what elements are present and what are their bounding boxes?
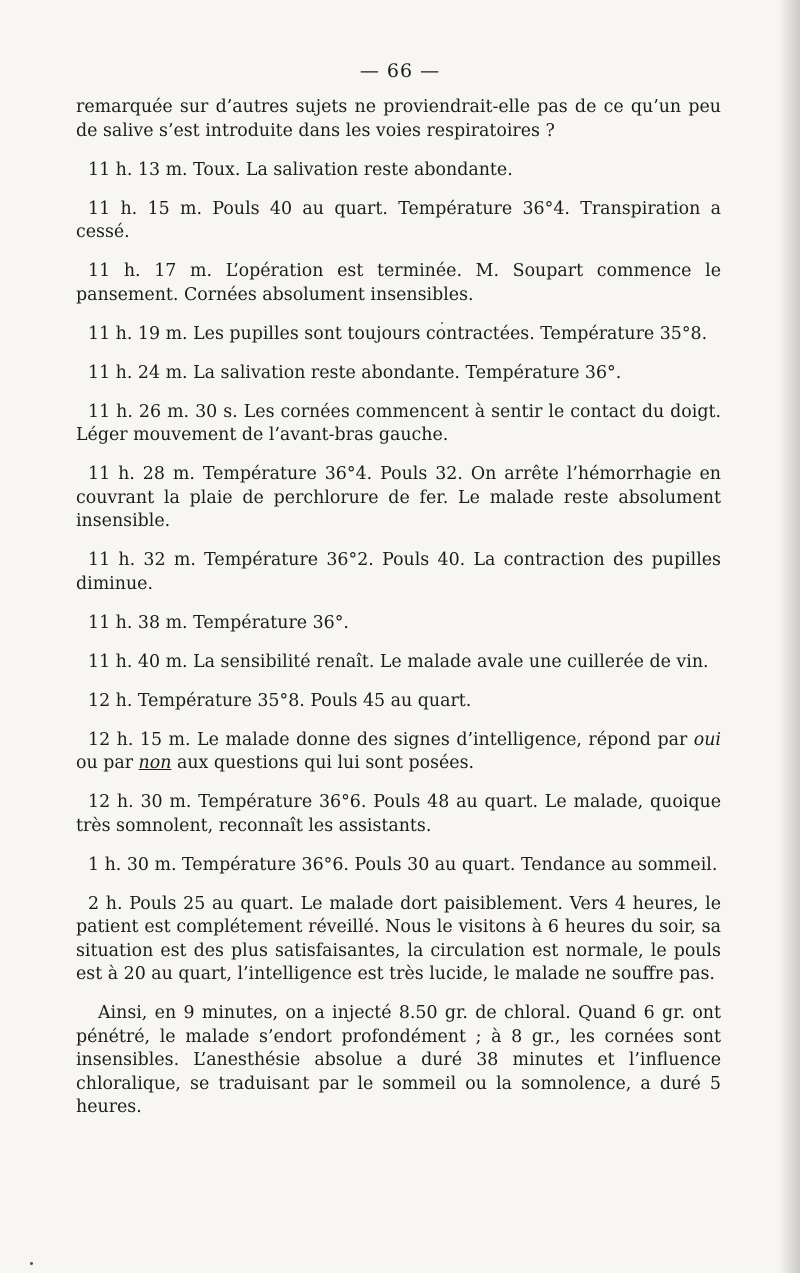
paragraph-12h: 12 h. Température 35°8. Pouls 45 au quart. <box>88 690 472 711</box>
paragraph-12h15-part2: ou par <box>76 753 139 773</box>
paragraph-11h38: 11 h. 38 m. Température 36°. <box>88 612 349 633</box>
paragraph-11h24: 11 h. 24 m. La salivation reste abondante. Température 36°. <box>88 362 622 383</box>
paragraph-12h15-part3: aux questions qui lui sont posées. <box>171 753 475 773</box>
page-edge-shadow <box>778 0 800 1273</box>
paragraph-11h40: 11 h. 40 m. La sensibilité renaît. Le malade avale une cuillerée de vin. <box>88 651 709 672</box>
paragraph-11h32: 11 h. 32 m. Température 36°2. Pouls 40. La contraction des pupilles diminue. <box>76 550 721 594</box>
paragraph-11h17: 11 h. 17 m. L’opération est terminée. M. Soupart commence le pansement. Cornées absolument insensibles. <box>76 261 721 305</box>
paragraph-11h26: 11 h. 26 m. 30 s. Les cornées commencent à sentir le contact du doigt. Léger mouvement de l’avant-bras gauche. <box>76 401 721 445</box>
body-text <box>76 96 721 1135</box>
paragraph-11h19: 11 h. 19 m. Les pupilles sont toujours contractées. Température 35°8. <box>88 323 708 344</box>
paragraph-11h13: 11 h. 13 m. Toux. La salivation reste abondante. <box>88 159 513 180</box>
word-oui: oui <box>693 729 721 750</box>
paragraph-summary: Ainsi, en 9 minutes, on a injecté 8.50 gr. de chloral. Quand 6 gr. ont pénétré, le malade s’endort profondément ; à 8 gr., les cornées sont insensibles. L’anesthésie absolue a duré 38 minutes et l’influence chloralique, se traduisant par le sommeil ou la somnolence, a duré 5 heures. <box>76 1003 721 1117</box>
paragraph-12h30: 12 h. 30 m. Température 36°6. Pouls 48 au quart. Le malade, quoique très somnolent, reconnaît les assistants. <box>76 792 721 836</box>
paragraph-1h30: 1 h. 30 m. Température 36°6. Pouls 30 au quart. Tendance au sommeil. <box>88 854 718 875</box>
paragraph-12h15-part1: 12 h. 15 m. Le malade donne des signes d’intelligence, répond par <box>88 729 694 750</box>
paragraph-2h: 2 h. Pouls 25 au quart. Le malade dort paisiblement. Vers 4 heures, le patient est complétement réveillé. Nous le visitons à 6 heures du soir, sa situation est des plus satisfaisantes, la circulation est normale, le pouls est à 20 au quart, l’intelligence est très lucide, le malade ne souffre pas. <box>76 893 721 984</box>
paragraph-11h15: 11 h. 15 m. Pouls 40 au quart. Température 36°4. Transpiration a cessé. <box>76 198 721 242</box>
print-speck <box>441 322 443 324</box>
print-speck <box>30 1262 33 1265</box>
paragraph-11h28: 11 h. 28 m. Température 36°4. Pouls 32. On arrête l’hémorrhagie en couvrant la plaie de perchlorure de fer. Le malade reste absolument insensible. <box>76 464 721 531</box>
word-non: non <box>138 753 172 773</box>
paragraph-12h15 <box>76 729 721 776</box>
paragraph-continuation: remarquée sur d’autres sujets ne proviendrait-elle pas de ce qu’un peu de salive s’est introduite dans les voies respiratoires ? <box>76 97 721 141</box>
page-number: — 66 — <box>359 60 441 82</box>
